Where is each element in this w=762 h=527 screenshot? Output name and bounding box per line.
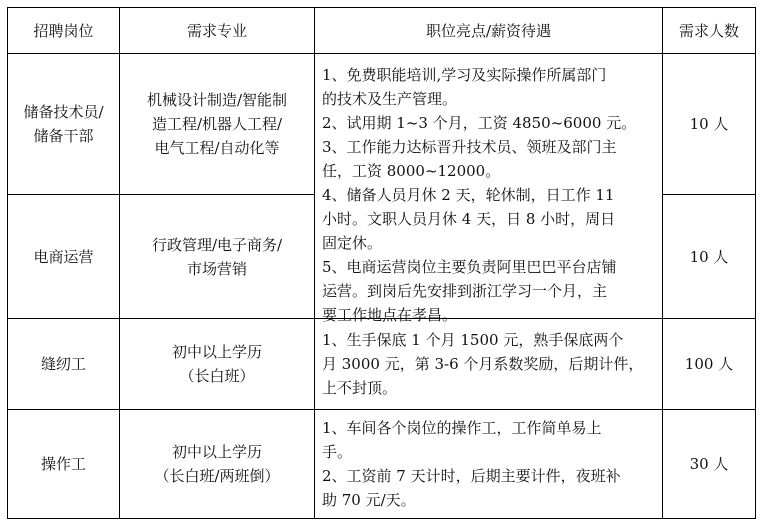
count-cell-ecommerce: 10 人 [662, 194, 756, 319]
count-cell-reserve: 10 人 [662, 53, 756, 195]
position-cell-sewing: 缝纫工 [7, 318, 120, 410]
header-highlights: 职位亮点/薪资待遇 [314, 7, 663, 54]
position-cell-reserve: 储备技术员/ 储备干部 [7, 53, 120, 195]
count-cell-sewing: 100 人 [662, 318, 756, 410]
highlights-cell-operator: 1、车间各个岗位的操作工，工作简单易上 手。 2、工资前 7 天计时，后期主要计件，夜班补 助 70 元/天。 [314, 409, 663, 519]
recruitment-table [7, 7, 756, 519]
major-cell-sewing: 初中以上学历 （长白班） [119, 318, 315, 410]
highlights-cell-sewing: 1、生手保底 1 个月 1500 元，熟手保底两个 月 3000 元，第 3-6 个月系数奖励，后期计件， 上不封顶。 [314, 318, 663, 410]
header-major: 需求专业 [119, 7, 315, 54]
major-cell-ecommerce: 行政管理/电子商务/ 市场营销 [119, 194, 315, 319]
position-cell-operator: 操作工 [7, 409, 120, 519]
highlights-cell-shared: 1、免费职能培训,学习及实际操作所属部门 的技术及生产管理。 2、试用期 1~3 个月，工资 4850~6000 元。 3、工作能力达标晋升技术员、领班及部门主 任，工资 8000~12000。 4、储备人员月休 2 天，轮休制，日工作 11 小时。文职人员月休 4 天，日 8 小时，周日 固定休。 5、电商运营岗位主要负责阿里巴巴平台店铺 运营。到岗后先安排到浙江学习一个月，主 要工作地点在孝昌。 [314, 53, 663, 319]
header-count: 需求人数 [662, 7, 756, 54]
header-position: 招聘岗位 [7, 7, 120, 54]
major-cell-reserve: 机械设计制造/智能制 造工程/机器人工程/ 电气工程/自动化等 [119, 53, 315, 195]
position-cell-ecommerce: 电商运营 [7, 194, 120, 319]
major-cell-operator: 初中以上学历 （长白班/两班倒） [119, 409, 315, 519]
count-cell-operator: 30 人 [662, 409, 756, 519]
